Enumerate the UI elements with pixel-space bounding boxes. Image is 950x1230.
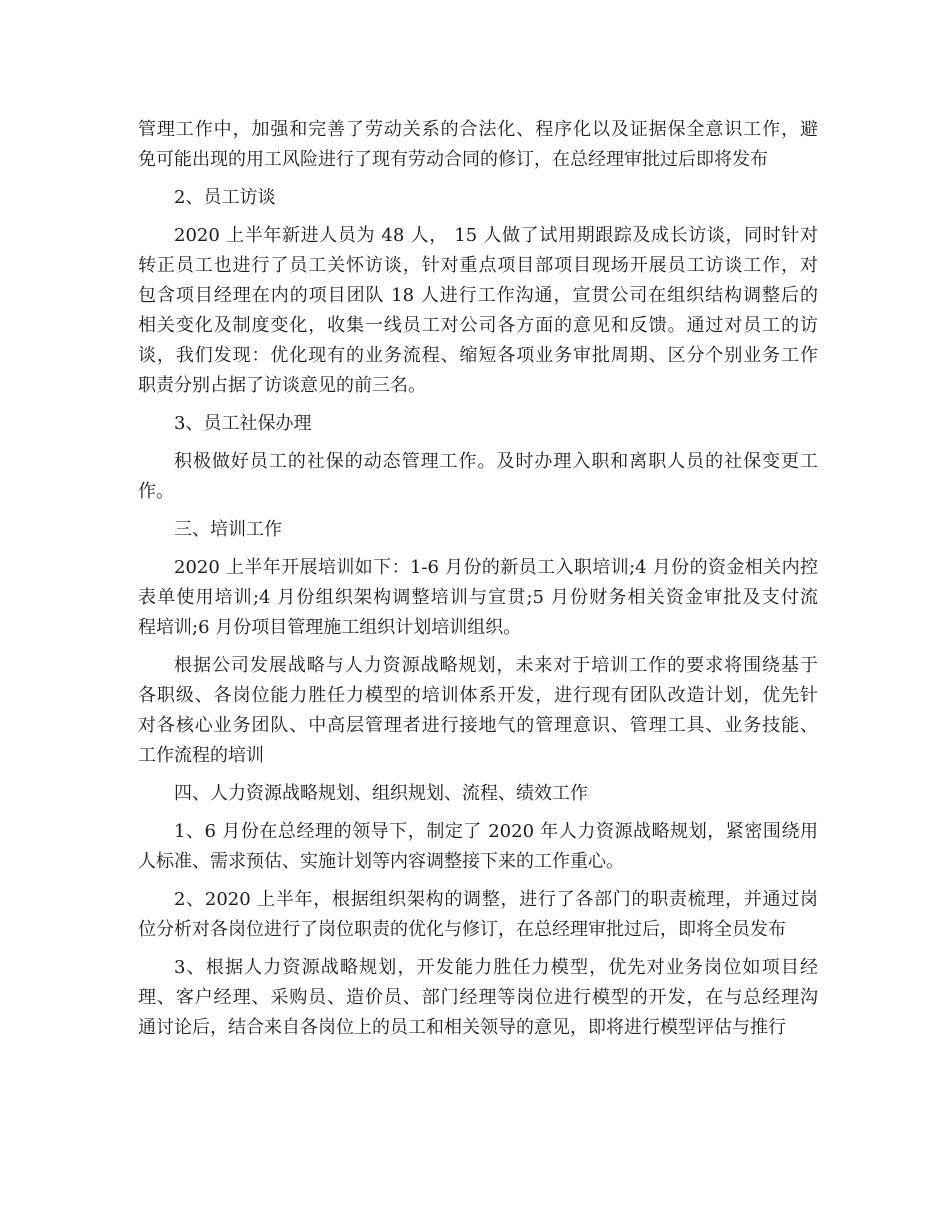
text-line: 3、根据人力资源战略规划，开发能力胜任力模型，优先对业务岗位如项目经	[174, 957, 818, 978]
paragraph-p3	[138, 221, 818, 401]
text-line: 3、员工社保办理	[174, 413, 312, 434]
text-line: 免可能出现的用工风险进行了现有劳动合同的修订，在总经理审批过后即将发布	[138, 149, 768, 170]
text-line: 程培训;6 月份项目管理施工组织计划培训组织。	[138, 617, 522, 638]
text-line: 包含项目经理在内的项目团队 18 人进行工作沟通，宣贯公司在组织结构调整后的	[138, 285, 818, 306]
text-line: 位分析对各岗位进行了岗位职责的优化与修订，在总经理审批过后，即将全员发布	[138, 919, 786, 940]
paragraph-p10	[138, 817, 818, 877]
paragraph-p9	[138, 779, 818, 809]
paragraph-p4	[138, 409, 818, 439]
text-line: 谈，我们发现：优化现有的业务流程、缩短各项业务审批周期、区分个别业务工作	[138, 345, 818, 366]
text-line: 工作流程的培训	[138, 745, 264, 766]
text-line: 通讨论后，结合来自各岗位上的员工和相关领导的意见，即将进行模型评估与推行	[138, 1017, 786, 1038]
text-line: 2、员工访谈	[174, 187, 276, 208]
text-line: 作。	[138, 481, 174, 502]
text-line: 管理工作中，加强和完善了劳动关系的合法化、程序化以及证据保全意识工作，避	[138, 119, 818, 140]
text-line: 各职级、各岗位能力胜任力模型的培训体系开发，进行现有团队改造计划，优先针	[138, 685, 818, 706]
text-line: 2020 上半年开展培训如下：1-6 月份的新员工入职培训;4 月份的资金相关内控	[174, 557, 818, 578]
text-line: 对各核心业务团队、中高层管理者进行接地气的管理意识、管理工具、业务技能、	[138, 715, 818, 736]
text-line: 相关变化及制度变化，收集一线员工对公司各方面的意见和反馈。通过对员工的访	[138, 315, 818, 336]
paragraph-p12	[138, 953, 818, 1043]
text-line: 2、2020 上半年，根据组织架构的调整，进行了各部门的职责梳理，并通过岗	[174, 889, 818, 910]
text-line: 三、培训工作	[174, 519, 282, 540]
paragraph-p11	[138, 885, 818, 945]
text-line: 1、6 月份在总经理的领导下，制定了 2020 年人力资源战略规划，紧密围绕用	[174, 821, 818, 842]
paragraph-p8	[138, 651, 818, 771]
document-body	[138, 115, 818, 1051]
text-line: 表单使用培训;4 月份组织架构调整培训与宣贯;5 月份财务相关资金审批及支付流	[138, 587, 818, 608]
paragraph-p5	[138, 447, 818, 507]
text-line: 理、客户经理、采购员、造价员、部门经理等岗位进行模型的开发，在与总经理沟	[138, 987, 818, 1008]
text-line: 人标准、需求预估、实施计划等内容调整接下来的工作重心。	[138, 851, 624, 872]
text-line: 转正员工也进行了员工关怀访谈，针对重点项目部项目现场开展员工访谈工作，对	[138, 255, 818, 276]
text-line: 积极做好员工的社保的动态管理工作。及时办理入职和离职人员的社保变更工	[174, 451, 818, 472]
paragraph-p6	[138, 515, 818, 545]
text-line: 2020 上半年新进人员为 48 人， 15 人做了试用期跟踪及成长访谈，同时针对	[174, 225, 818, 246]
text-line: 四、人力资源战略规划、组织规划、流程、绩效工作	[174, 783, 588, 804]
paragraph-p7	[138, 553, 818, 643]
text-line: 职责分别占据了访谈意见的前三名。	[138, 375, 426, 396]
paragraph-p1	[138, 115, 818, 175]
text-line: 根据公司发展战略与人力资源战略规划，未来对于培训工作的要求将围绕基于	[174, 655, 818, 676]
paragraph-p2	[138, 183, 818, 213]
